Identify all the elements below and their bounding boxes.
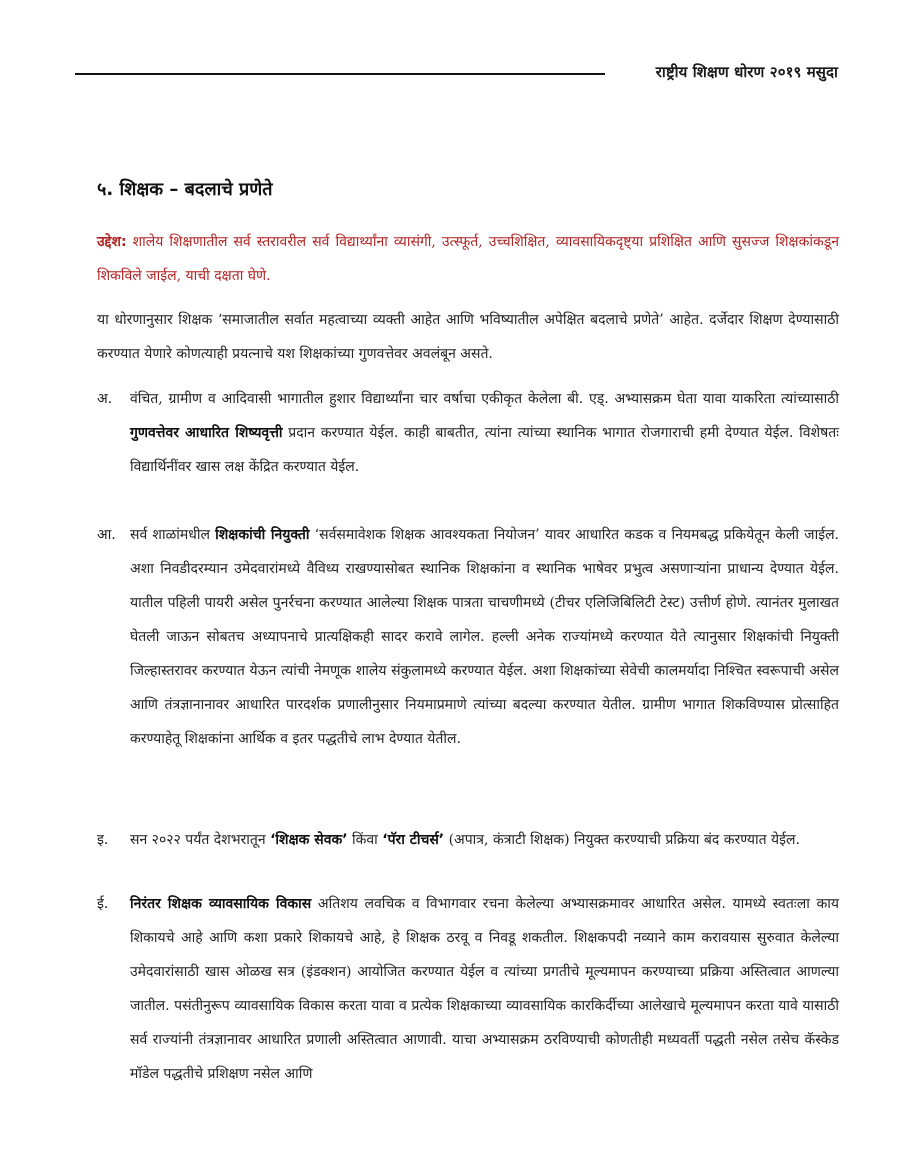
text-run: सन २०२२ पर्यंत देशभरातून xyxy=(130,832,271,848)
running-header xyxy=(75,62,838,86)
list-marker: अ. xyxy=(97,391,113,407)
text-run: किंवा xyxy=(347,832,383,848)
text-run: वंचित, ग्रामीण व आदिवासी भागातील हुशार विद्यार्थ्यांना चार वर्षाचा एकीकृत केलेला बी. एड्. अभ्यासक्रम घेता यावा याकरिता त्यांच्यासाठी xyxy=(130,391,839,407)
text-run: (अपात्र, कंत्राटी शिक्षक) नियुक्त करण्याची प्रक्रिया बंद करण्यात येईल. xyxy=(444,832,800,848)
list-marker: इ. xyxy=(97,832,109,848)
list-item-ii xyxy=(97,887,839,1091)
list-item-text xyxy=(130,887,839,1091)
text-run: ‘सर्वसमावेशक शिक्षक आवश्यकता नियोजन’ यावर आधारित कडक व नियमबद्ध प्रकियेतून केली जाईल. अशा निवडीदरम्यान उमेदवारांमध्ये वैविध्य राखण्यासोबत स्थानिक शिक्षकांना व स्थानिक भाषेवर प्रभुत्व असणाऱ्यांना प्राधान्य देण्यात येईल. यातील पहिली पायरी असेल पुनर्रचना करण्यात आलेल्या शिक्षक पात्रता चाचणीमध्ये (टीचर एलिजिबिलिटी टेस्ट) उत्तीर्ण होणे. त्यानंतर मुलाखत घेतली जाऊन सोबतच अध्यापनाचे प्रात्यक्षिकही सादर करावे लागेल. हल्ली अनेक राज्यांमध्ये करण्यात येते त्यानुसार शिक्षकांची नियुक्ती जिल्हास्तरावर करण्यात येऊन त्यांची नेमणूक शालेय संकुलामध्ये करण्यात येईल. अशा शिक्षकांच्या सेवेची कालमर्यादा निश्चित स्वरूपाची असेल आणि तंत्रज्ञानानावर आधारित पारदर्शक प्रणालीनुसार नियमाप्रमाणे त्यांच्या बदल्या करण्यात येतील. ग्रामीण भागात शिकविण्यास प्रोत्साहित करण्याहेतू शिक्षकांना आर्थिक व इतर पद्धतीचे लाभ देण्यात येतील. xyxy=(130,527,840,747)
list-item-aa xyxy=(97,518,839,756)
bold-term: ‘पॅरा टीचर्स’ xyxy=(382,832,445,848)
bold-term: शिक्षकांची नियुक्ती xyxy=(215,527,310,543)
list-item-i xyxy=(97,823,839,857)
objective-text: शालेय शिक्षणातील सर्व स्तरावरील सर्व विद्यार्थ्यांना व्यासंगी, उत्स्फूर्त, उच्चशिक्षित, व्यावसायिकदृष्ट्या प्रशिक्षित आणि सुसज्ज शिक्षकांकडून शिकविले जाईल, याची दक्षता घेणे. xyxy=(97,234,839,284)
objective-paragraph xyxy=(97,225,839,293)
list-item-text xyxy=(130,823,839,857)
text-run: अतिशय लवचिक व विभागवार रचना केलेल्या अभ्यासक्रमावर आधारित असेल. यामध्ये स्वतःला काय शिकायचे आहे आणि कशा प्रकारे शिकायचे आहे, हे शिक्षक ठरवू व निवडू शकतील. शिक्षकपदी नव्याने काम करावयास सुरुवात केलेल्या उमेदवारांसाठी खास ओळख सत्र (इंडक्शन) आयोजित करण्यात येईल व त्यांच्या प्रगतीचे मूल्यमापन करण्याच्या प्रक्रिया अस्तित्वात आणल्या जातील. पसंतीनुरूप व्यावसायिक विकास करता यावा व प्रत्येक शिक्षकाच्या व्यावसायिक कारकिर्दीच्या आलेखाचे मूल्यमापन करता यावे यासाठी सर्व राज्यांनी तंत्रज्ञानावर आधारित प्रणाली अस्तित्वात आणावी. याचा अभ्यासक्रम ठरविण्याची कोणतीही मध्यवर्ती पद्धती नसेल तसेच कॅस्केड मॉडेल पद्धतीचे प्रशिक्षण नसेल आणि xyxy=(130,896,839,1082)
header-rule xyxy=(75,73,605,75)
text-run: सर्व शाळांमधील xyxy=(130,527,216,543)
section-title: ५. शिक्षक – बदलाचे प्रणेते xyxy=(97,179,273,200)
bold-term: ‘शिक्षक सेवक’ xyxy=(270,832,348,848)
list-marker: आ. xyxy=(97,527,116,543)
bold-term: गुणवत्तेवर आधारित शिष्यवृत्ती xyxy=(130,425,283,441)
objective-label: उद्देश: xyxy=(97,234,127,250)
bold-term: निरंतर शिक्षक व्यावसायिक विकास xyxy=(130,896,312,912)
header-title: राष्ट्रीय शिक्षण धोरण २०१९ मसुदा xyxy=(655,63,838,81)
list-item-text xyxy=(130,518,839,756)
intro-paragraph: या धोरणानुसार शिक्षक ‘समाजातील सर्वात महत्वाच्या व्यक्ती आहेत आणि भविष्यातील अपेक्षित बदलाचे प्रणेते’ आहेत. दर्जेदार शिक्षण देण्यासाठी करण्यात येणारे कोणत्याही प्रयत्नाचे यश शिक्षकांच्या गुणवत्तेवर अवलंबून असते. xyxy=(97,312,839,362)
text-run: प्रदान करण्यात येईल. काही बाबतीत, त्यांना त्यांच्या स्थानिक भागात रोजगाराची हमी देण्यात येईल. विशेषतः विद्यार्थिनींवर खास लक्ष केंद्रित करण्यात येईल. xyxy=(130,425,839,475)
list-item-a xyxy=(97,382,839,484)
list-marker: ई. xyxy=(97,896,109,912)
list-item-text xyxy=(130,382,839,484)
